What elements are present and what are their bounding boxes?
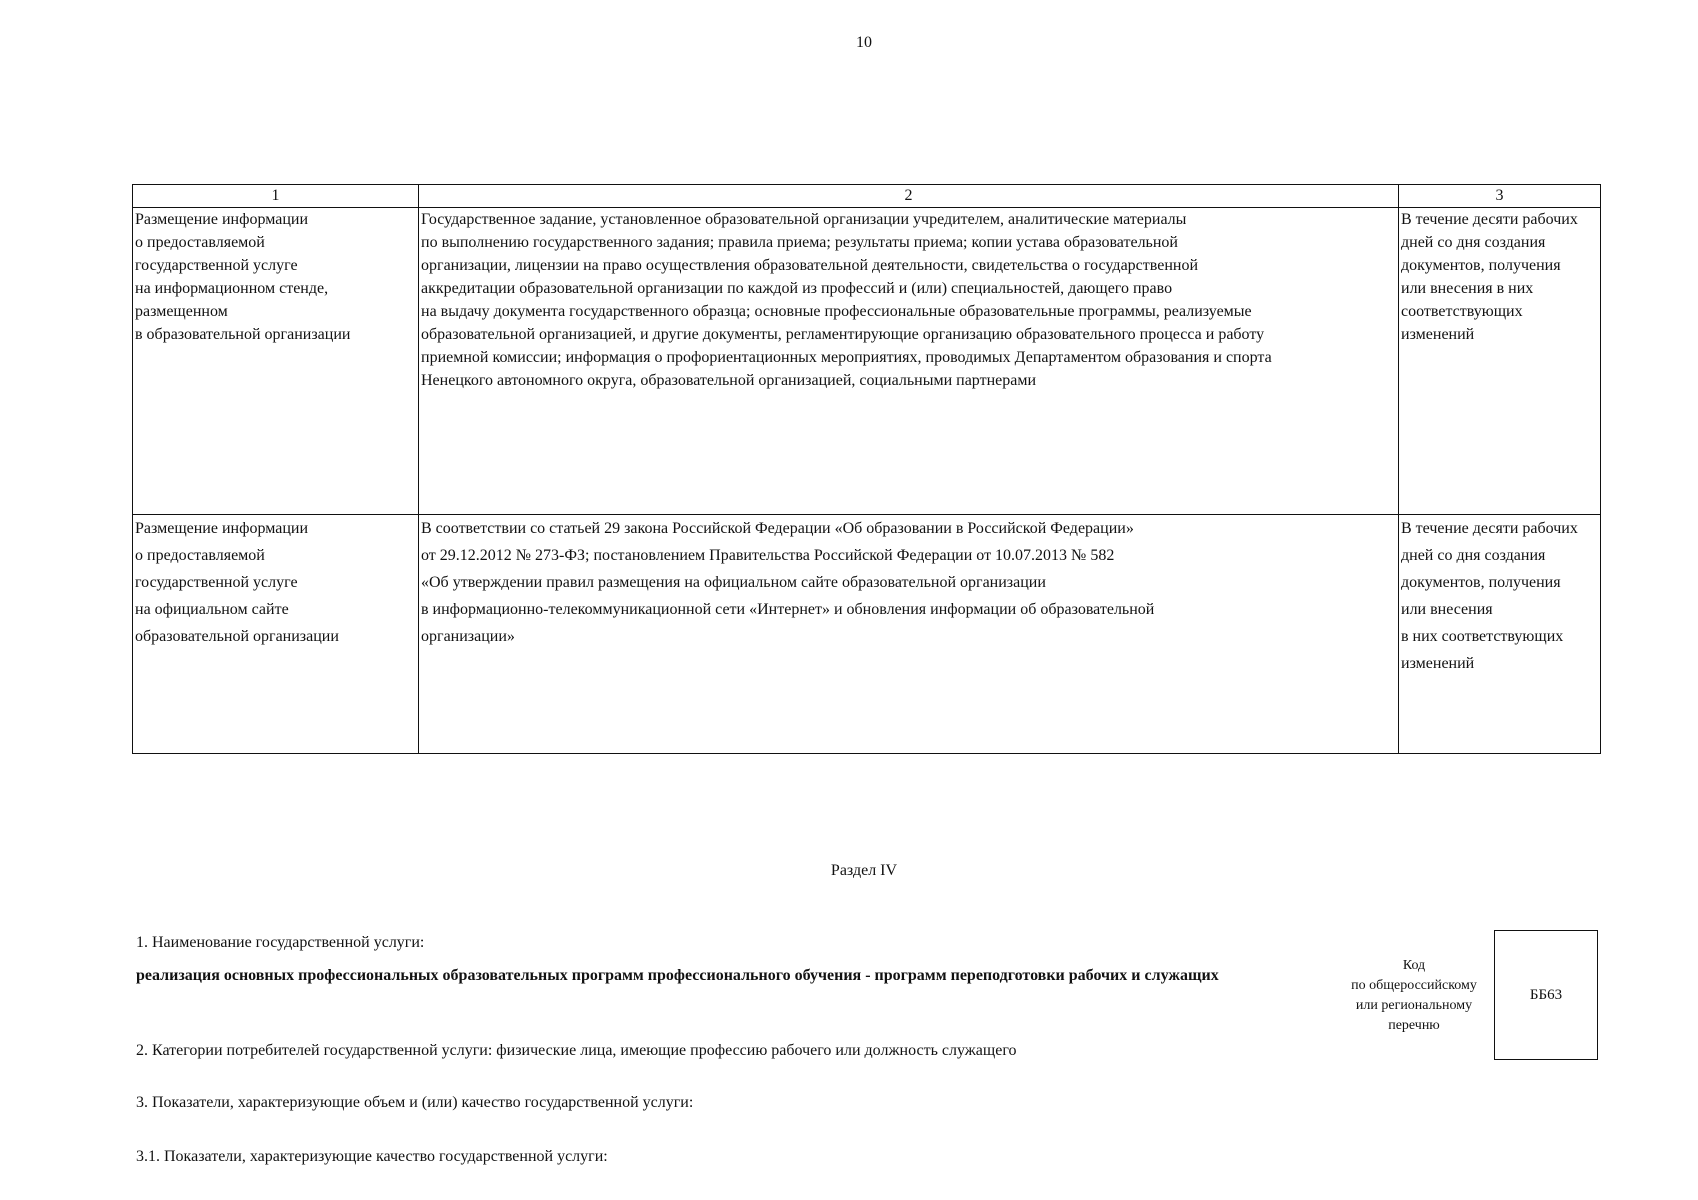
page-number: 10 <box>856 34 872 51</box>
indicators-heading: 3. Показатели, характеризующие объем и (или) качество государственной услуги: <box>136 1094 694 1111</box>
content-line: аккредитации образовательной организации по каждой из профессий и (или) специальностей, дающего право <box>421 280 1173 297</box>
method-line: Размещение информации <box>135 211 309 228</box>
header-cell-3: 3 <box>1399 185 1601 208</box>
frequency-line: документов, получения <box>1401 574 1561 591</box>
content-line: Государственное задание, установленное образовательной организации учредителем, аналитические материалы <box>421 211 1187 228</box>
frequency-line: дней со дня создания <box>1401 234 1546 251</box>
frequency-line: или внесения <box>1401 601 1493 618</box>
header-cell-2: 2 <box>419 185 1399 208</box>
method-cell <box>133 515 419 754</box>
method-cell <box>133 208 419 515</box>
method-line: размещенном <box>135 303 228 320</box>
frequency-line: в них соответствующих <box>1401 628 1564 645</box>
frequency-line: или внесения в них <box>1401 280 1534 297</box>
frequency-line: дней со дня создания <box>1401 547 1546 564</box>
code-value: ББ63 <box>1529 986 1563 1003</box>
frequency-cell <box>1399 515 1601 754</box>
content-line: от 29.12.2012 № 273-ФЗ; постановлением Правительства Российской Федерации от 10.07.2013 № 582 <box>421 547 1115 564</box>
content-line: в информационно-телекоммуникационной сети «Интернет» и обновления информации об образовательной <box>421 601 1155 618</box>
header-cell-1: 1 <box>133 185 419 208</box>
content-line: «Об утверждении правил размещения на официальном сайте образовательной организации <box>421 574 1046 591</box>
method-line: на информационном стенде, <box>135 280 329 297</box>
method-line: Размещение информации <box>135 520 309 537</box>
service-name-label: 1. Наименование государственной услуги: <box>136 934 425 951</box>
code-label-line: перечню <box>1388 1018 1440 1033</box>
code-box <box>1494 930 1598 1060</box>
frequency-line: В течение десяти рабочих <box>1401 520 1578 537</box>
frequency-line: документов, получения <box>1401 257 1561 274</box>
content-line: на выдачу документа государственного образца; основные профессиональные образовательные программы, реализуемые <box>421 303 1252 320</box>
frequency-line: соответствующих <box>1401 303 1523 320</box>
frequency-line: изменений <box>1401 326 1475 343</box>
content-cell <box>419 208 1399 515</box>
section-title: Раздел IV <box>830 862 898 879</box>
frequency-cell <box>1399 208 1601 515</box>
content-line: организации» <box>421 628 515 645</box>
service-name: реализация основных профессиональных образовательных программ профессионального обучения - программ переподготовки рабочих и служащих <box>136 967 1219 984</box>
method-line: образовательной организации <box>135 628 339 645</box>
code-label-line: Код <box>1402 958 1426 973</box>
quality-indicators-heading: 3.1. Показатели, характеризующие качество государственной услуги: <box>136 1148 608 1165</box>
method-line: на официальном сайте <box>135 601 289 618</box>
method-line: о предоставляемой <box>135 547 265 564</box>
consumer-categories: 2. Категории потребителей государственной услуги: физические лица, имеющие профессию рабочего или должность служащего <box>136 1042 1017 1059</box>
method-line: государственной услуге <box>135 257 298 274</box>
code-label <box>1334 956 1494 1036</box>
content-cell <box>419 515 1399 754</box>
code-label-line: или региональному <box>1355 998 1473 1013</box>
table-row <box>133 515 1601 754</box>
content-line: по выполнению государственного задания; правила приема; результаты приема; копии устава образовательной <box>421 234 1178 251</box>
code-label-line: по общероссийскому <box>1351 978 1477 993</box>
content-line: Ненецкого автономного округа, образовательной организацией, социальными партнерами <box>421 372 1037 389</box>
frequency-line: В течение десяти рабочих <box>1401 211 1578 228</box>
frequency-line: изменений <box>1401 655 1475 672</box>
method-line: государственной услуге <box>135 574 298 591</box>
content-line: В соответствии со статьей 29 закона Российской Федерации «Об образовании в Российской Федерации» <box>421 520 1134 537</box>
table-row <box>133 208 1601 515</box>
content-line: организации, лицензии на право осуществления образовательной деятельности, свидетельства о государственной <box>421 257 1199 274</box>
method-line: о предоставляемой <box>135 234 265 251</box>
content-line: приемной комиссии; информация о профориентационных мероприятиях, проводимых Департаментом образования и спорта <box>421 349 1272 366</box>
method-line: в образовательной организации <box>135 326 351 343</box>
info-placement-table <box>132 184 1601 754</box>
content-line: образовательной организацией, и другие документы, регламентирующие организацию образовательного процесса и работу <box>421 326 1265 343</box>
table-header-row <box>133 185 1601 208</box>
